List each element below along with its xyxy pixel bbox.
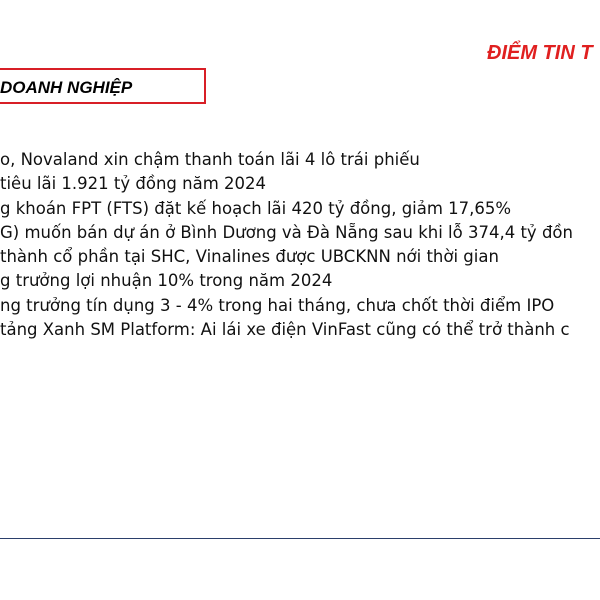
section-title: DOANH NGHIỆP [0, 78, 133, 97]
news-item: ng trưởng tín dụng 3 - 4% trong hai tháng, chưa chốt thời điểm IPO [0, 295, 555, 315]
news-item: G) muốn bán dự án ở Bình Dương và Đà Nẵng sau khi lỗ 374,4 tỷ đồn [0, 222, 573, 242]
news-item: tảng Xanh SM Platform: Ai lái xe điện VinFast cũng có thể trở thành c [0, 320, 570, 340]
news-list [0, 148, 573, 342]
news-item: tiêu lãi 1.921 tỷ đồng năm 2024 [0, 174, 267, 194]
news-item: o, Novaland xin chậm thanh toán lãi 4 lô trái phiếu [0, 150, 420, 169]
bottom-divider [0, 538, 600, 539]
news-item: g khoán FPT (FTS) đặt kế hoạch lãi 420 tỷ đồng, giảm 17,65% [0, 198, 512, 218]
news-item: thành cổ phần tại SHC, Vinalines được UBCKNN nới thời gian [0, 247, 499, 267]
news-item: g trưởng lợi nhuận 10% trong năm 2024 [0, 271, 333, 291]
header-brand-title: ĐIỂM TIN T [487, 42, 593, 64]
